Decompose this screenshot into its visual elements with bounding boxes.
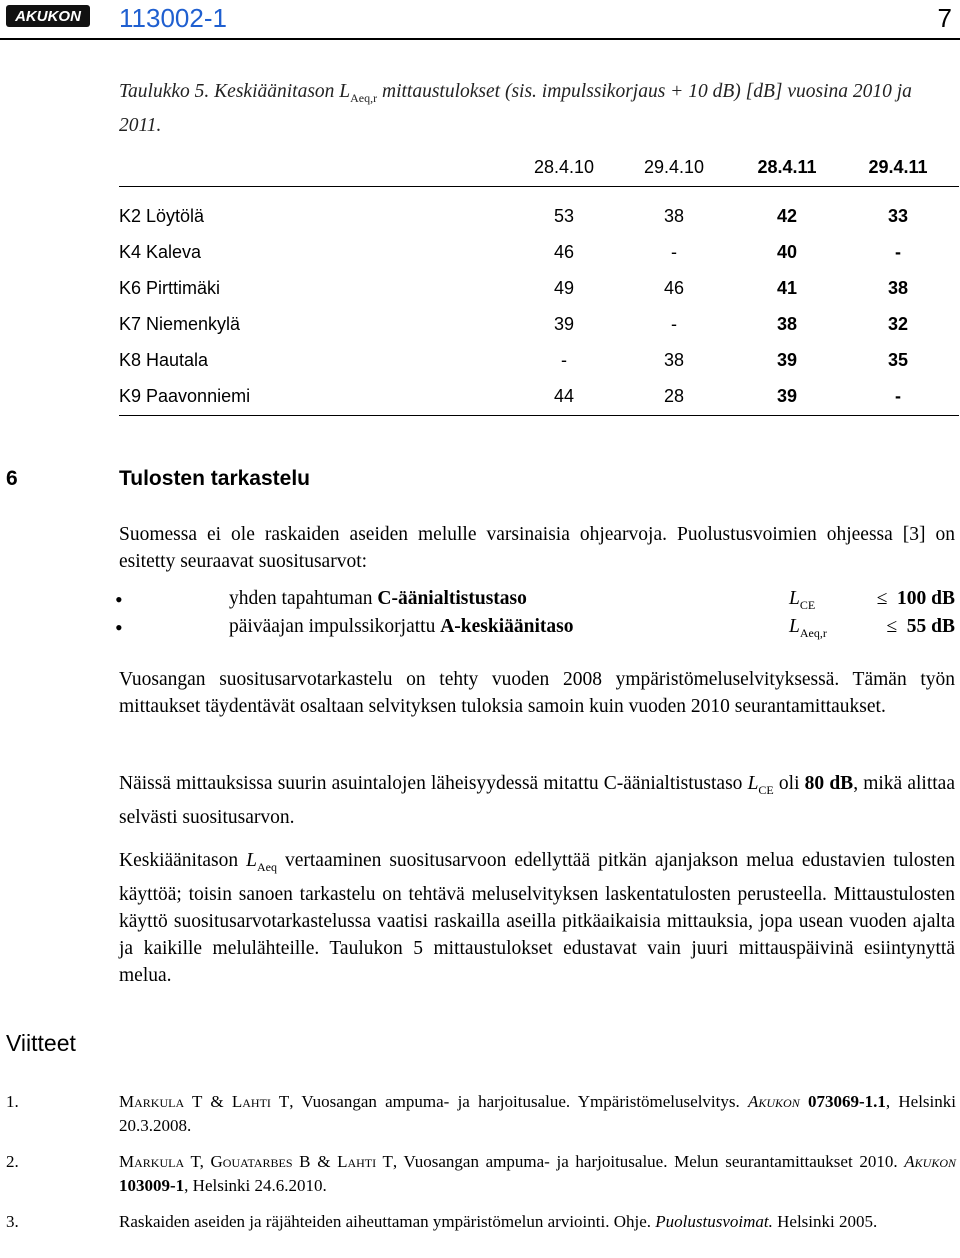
table-cell: 40 [776, 242, 798, 262]
reference-item: 3. Raskaiden aseiden ja räjähteiden aiheuttaman ympäristömelun arviointi. Ohje. Puolustusvoimat. Helsinki 2005. [6, 1212, 878, 1231]
table-cell: - [671, 314, 677, 334]
table-header-cell: 28.4.10 [533, 157, 595, 177]
row-name: K8 Hautala [119, 350, 209, 370]
table-cell: 38 [776, 314, 798, 334]
row-name: K4 Kaleva [119, 242, 202, 262]
paragraph: Keskiäänitason $L_{Aeq}$ vertaaminen suositusarvoon edellyttää pitkän ajanjakson melua edustavien tulosten käyttöä; toisin sanoen tarkastelu on tehtävä meluselvityksen laskentatulosten perusteella. Mittaustulosten käyttö suositusarvotarkastelussa vaatisi raskailla aseilla pitkäaikaisia mittauksia, jopa usean vuoden ajalta ja kaikille melulähteille. Taulukon 5 mittaustulokset edustavat vain juuri mittauspäivinä esiintynyttä melua. [119, 850, 955, 986]
reference-item: 2. Markula T, Gouatarbes B & Lahti T, Vuosangan ampuma- ja harjoitusalue. Melun seurantamittaukset 2010. Akukon 103009-1, Helsinki 24.6.2010. [6, 1152, 956, 1195]
table-header-cell: 29.4.11 [868, 157, 928, 177]
table-row [119, 271, 959, 307]
table-cell: 33 [887, 206, 909, 226]
table-cell: 35 [887, 350, 909, 370]
table-header-cell: 29.4.10 [643, 157, 705, 177]
akukon-logo [6, 5, 90, 27]
table-cell: 42 [776, 206, 798, 226]
row-name: K9 Paavonniemi [119, 386, 251, 406]
references-list [6, 1090, 956, 1246]
table-cell: 32 [887, 314, 909, 334]
paragraph: Näissä mittauksissa suurin asuintalojen läheisyydessä mitattu C-äänialtistustaso $L_{CE}$ oli 80 dB, mikä alittaa selvästi suositusarvon. [119, 773, 955, 828]
table-cell: - [561, 350, 567, 370]
row-name: K2 Löytölä [119, 206, 205, 226]
table-cell: 38 [663, 350, 685, 370]
page-header [0, 0, 960, 40]
table-row [119, 235, 959, 271]
table-cell: 39 [776, 350, 798, 370]
table-cell: 28 [663, 386, 685, 406]
table-row [119, 379, 959, 416]
table-cell: 46 [663, 278, 685, 298]
table-row [119, 199, 959, 235]
bullet-icon: • [115, 615, 123, 640]
table-row [119, 307, 959, 343]
list-item: • päiväajan impulssikorjattu A-keskiäänitaso $L_{Aeq,r}$ ≤ 55 dB [115, 615, 955, 640]
table-cell: 46 [553, 242, 575, 262]
measurement-table [119, 150, 959, 416]
table-cell: 39 [553, 314, 575, 334]
section-heading: 6 Tulosten tarkastelu [6, 467, 310, 490]
table-cell: 41 [776, 278, 798, 298]
table-cell: - [895, 242, 901, 262]
table-cell: - [895, 386, 901, 406]
table-caption: Taulukko 5. Keskiäänitason $L_{Aeq,r}$ mittaustulokset (sis. impulssikorjaus + 10 dB) [dB] vuosina 2010 ja 2011. [119, 81, 912, 136]
page-number: 7 [937, 3, 952, 33]
svg-text:AKUKON: AKUKON [15, 8, 81, 25]
row-name: K6 Pirttimäki [119, 278, 221, 298]
header-divider [0, 38, 960, 40]
table-header-cell: 28.4.11 [757, 157, 817, 177]
bullet-icon: • [115, 587, 123, 612]
references-heading: Viitteet [6, 1030, 76, 1056]
table-row [119, 343, 959, 379]
paragraph: Vuosangan suositusarvotarkastelu on tehty vuoden 2008 ympäristömeluselvityksessä. Tämän työn mittaukset täydentävät osaltaan selvityksen tuloksia samoin kuin vuoden 2010 seurantamittaukset. [119, 669, 955, 717]
table-header-row [119, 150, 959, 187]
table-cell: 38 [887, 278, 909, 298]
table-cell: 39 [776, 386, 798, 406]
row-name: K7 Niemenkylä [119, 314, 241, 334]
paragraph: Suomessa ei ole raskaiden aseiden melulle varsinaisia ohjearvoja. Puolustusvoimien ohjeessa [3] on esitetty seuraavat suositusarvot: [119, 524, 955, 572]
table-cell: - [671, 242, 677, 262]
reference-item: 1. Markula T & Lahti T, Vuosangan ampuma- ja harjoitusalue. Ympäristömeluselvitys. Akukon 073069-1.1, Helsinki 20.3.2008. [6, 1092, 956, 1135]
table-cell: 49 [553, 278, 575, 298]
list-item: • yhden tapahtuman C-äänialtistustaso $L_{CE}$ ≤ 100 dB [115, 587, 955, 612]
table-cell: 38 [663, 206, 685, 226]
table-cell: 53 [553, 206, 575, 226]
recommendation-list [115, 587, 959, 644]
doc-number: 113002-1 [119, 3, 227, 33]
table-cell: 44 [553, 386, 575, 406]
